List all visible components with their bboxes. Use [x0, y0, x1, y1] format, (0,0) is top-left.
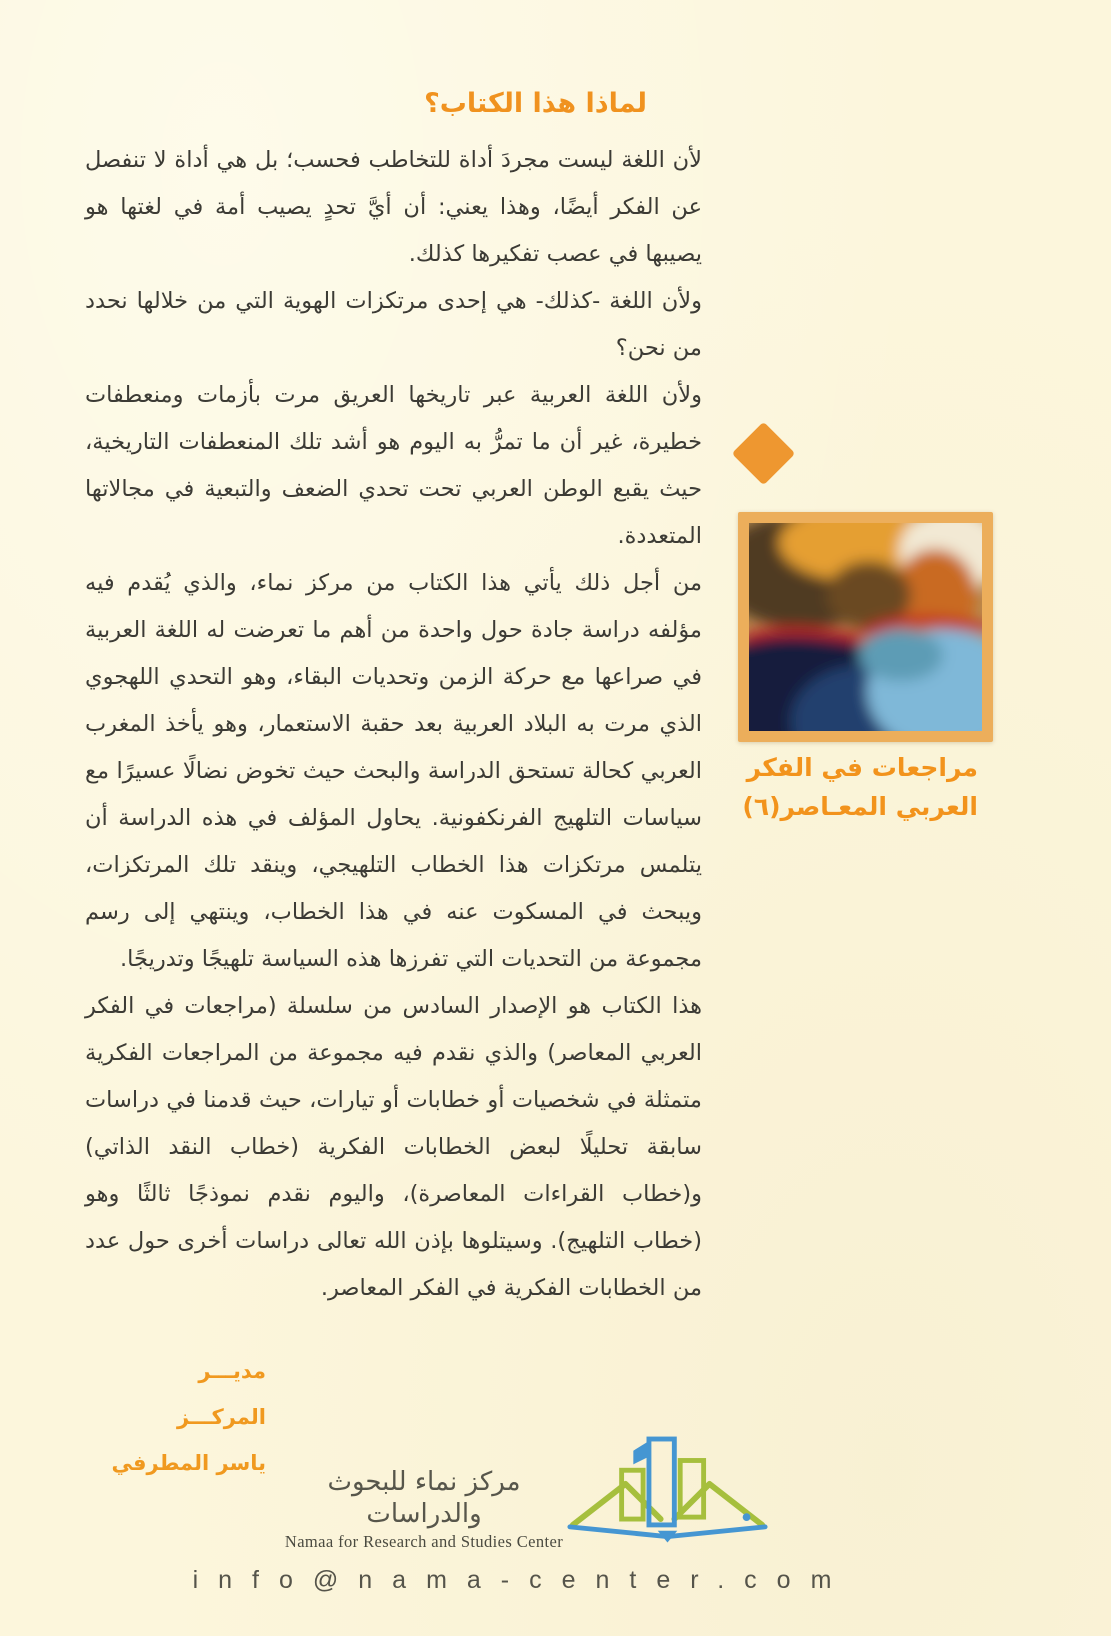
namaa-open-book-buildings-logo — [565, 1408, 770, 1553]
publisher-block — [283, 1466, 565, 1552]
series-caption-line1: مراجعات في الفكر — [746, 753, 978, 782]
body-paragraph-3: ولأن اللغة العربية عبر تاريخها العريق مرت بأزمات ومنعطفات خطيرة، غير أن ما تمرُّ به اليوم هو أشد تلك المنعطفات التاريخية، حيث يقبع الوطن العربي تحت تحدي الضعف والتبعية في مجالاتها المتعددة. — [85, 382, 702, 549]
series-caption — [678, 748, 978, 826]
series-caption-line2: العربي المعـاصر(٦) — [742, 792, 978, 821]
cover-art-frame — [738, 512, 993, 742]
diamond-ornament-icon — [732, 422, 796, 486]
body-paragraph-4: من أجل ذلك يأتي هذا الكتاب من مركز نماء، والذي يُقدم فيه مؤلفه دراسة جادة حول واحدة من أهم ما تعرضت له اللغة العربية في صراعها مع حركة الزمن وتحديات البقاء، وهو التحدي اللهجوي الذي مرت به البلاد العربية بعد حقبة الاستعمار، وهو يأخذ المغرب العربي كحالة تستحق الدراسة والبحث حيث تخوض نضالًا عسيرًا مع سياسات التلهيج الفرنكفونية. يحاول المؤلف في هذه الدراسة أن يتلمس مرتكزات هذا الخطاب التلهيجي، وينقد تلك المرتكزات، ويبحث في المسكوت عنه في هذا الخطاب، وينتهي إلى رسم مجموعة من التحديات التي تفرزها هذه السياسة تلهيجًا وتدريجًا. — [85, 570, 702, 972]
open-book-buildings-icon — [565, 1408, 770, 1553]
publisher-name-arabic: مركز نماء للبحوث والدراسات — [327, 1467, 521, 1529]
page-title: لماذا هذا الكتاب؟ — [424, 88, 647, 119]
contact-email: info@nama-center.com — [192, 1566, 852, 1594]
signature-block — [106, 1348, 266, 1486]
body-paragraph-2: ولأن اللغة -كذلك- هي إحدى مرتكزات الهوية التي من خلالها نحدد من نحن؟ — [85, 288, 702, 361]
body-paragraph-5: هذا الكتاب هو الإصدار السادس من سلسلة (مراجعات في الفكر العربي المعاصر) والذي نقدم فيه مجموعة من المراجعات الفكرية متمثلة في شخصيات أو خطابات أو تيارات، حيث قدمنا في دراسات سابقة تحليلًا لبعض الخطابات الفكرية (خطاب النقد الذاتي) و(خطاب القراءات المعاصرة)، واليوم نقدم نموذجًا ثالثًا وهو (خطاب التلهيج). وسيتلوها بإذن الله تعالى دراسات أخرى حول عدد من الخطابات الفكرية في الفكر المعاصر. — [85, 993, 702, 1301]
body-paragraph-1: لأن اللغة ليست مجردَ أداة للتخاطب فحسب؛ بل هي أداة لا تنفصل عن الفكر أيضًا، وهذا يعني: أن أيَّ تحدٍ يصيب أمة في لغتها هو يصيبها في عصب تفكيرها كذلك. — [85, 147, 702, 267]
back-cover-text-column — [85, 88, 702, 1312]
signature-role: مديـــر المركـــز — [176, 1359, 266, 1429]
publisher-name-english: Namaa for Research and Studies Center — [284, 1532, 564, 1551]
signature-name: ياسر المطرفي — [111, 1451, 266, 1475]
abstract-landscape-painting — [749, 523, 982, 731]
